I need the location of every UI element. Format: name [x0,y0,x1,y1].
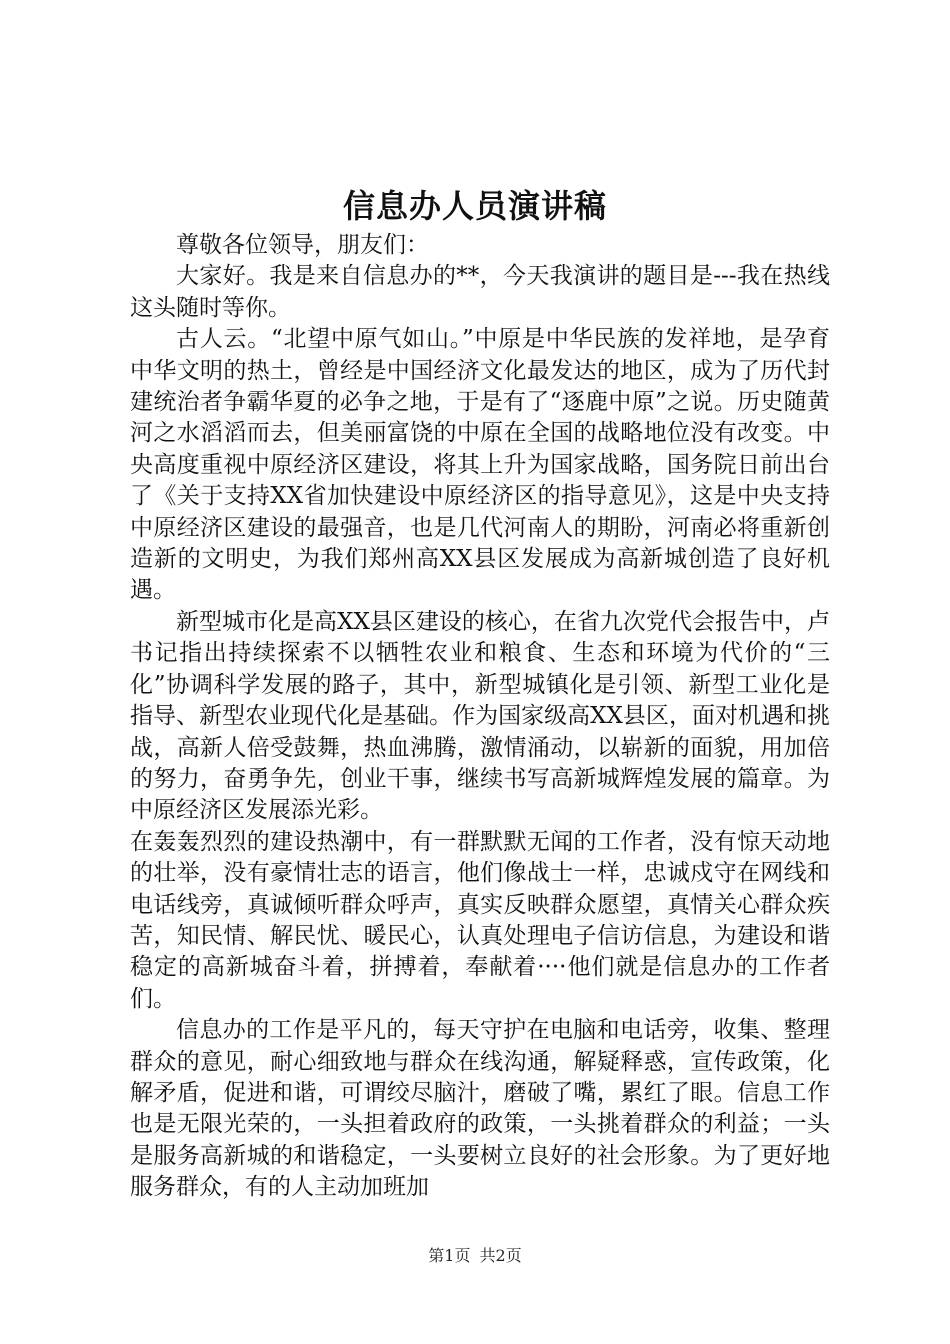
paragraph-central-plains: 古人云。“北望中原气如山。”中原是中华民族的发祥地，是孕育中华文明的热土，曾经是中国经济文化最发达的地区，成为了历代封建统治者争霸华夏的必争之地，于是有了“逐鹿中原”之说。历史随黄河之水滔滔而去，但美丽富饶的中原在全国的战略地位没有改变。中央高度重视中原经济区建设，将其上升为国家战略，国务院日前出台了《关于支持XX省加快建设中原经济区的指导意见》，这是中央支持中原经济区建设的最强音，也是几代河南人的期盼，河南必将重新创造新的文明史，为我们郑州高XX县区发展成为高新城创造了良好机遇。 [130,326,830,604]
page-total: 共2页 [479,1246,522,1265]
page-number: 第1页 [428,1246,471,1265]
salutation: 尊敬各位领导，朋友们： [176,232,429,258]
paragraph-information-office: 信息办的工作是平凡的，每天守护在电脑和电话旁，收集、整理群众的意见，耐心细致地与群众在线沟通，解疑释惑，宣传政策，化解矛盾，促进和谐，可谓绞尽脑汁，磨破了嘴，累红了眼。信息工作也是无限光荣的，一头担着政府的政策，一头挑着群众的利益；一头是服务高新城的和谐稳定，一头要树立良好的社会形象。为了更好地服务群众，有的人主动加班加 [130,1017,830,1201]
paragraph-workers: 在轰轰烈烈的建设热潮中，有一群默默无闻的工作者，没有惊天动地的壮举，没有豪情壮志的语言，他们像战士一样，忠诚戍守在网线和电话线旁，真诚倾听群众呼声，真实反映群众愿望，真情关心群众疾苦，知民情、解民忧、暖民心，认真处理电子信访信息，为建设和谐稳定的高新城奋斗着，拼搏着，奉献着····他们就是信息办的工作者们。 [130,828,830,1012]
page-footer [0,1245,950,1267]
document-title: 信息办人员演讲稿 [342,187,607,225]
paragraph-urbanization: 新型城市化是高XX县区建设的核心，在省九次党代会报告中，卢书记指出持续探索不以牺牲农业和粮食、生态和环境为代价的“三化”协调科学发展的路子，其中，新型城镇化是引领、新型工业化是指导、新型农业现代化是基础。作为国家级高XX县区，面对机遇和挑战，高新人倍受鼓舞，热血沸腾，激情涌动，以崭新的面貌，用加倍的努力，奋勇争先，创业干事，继续书写高新城辉煌发展的篇章。为中原经济区发展添光彩。 [130,608,830,824]
document-body [130,230,830,1204]
paragraph-greeting: 大家好。我是来自信息办的**，今天我演讲的题目是---我在热线这头随时等你。 [130,263,830,321]
